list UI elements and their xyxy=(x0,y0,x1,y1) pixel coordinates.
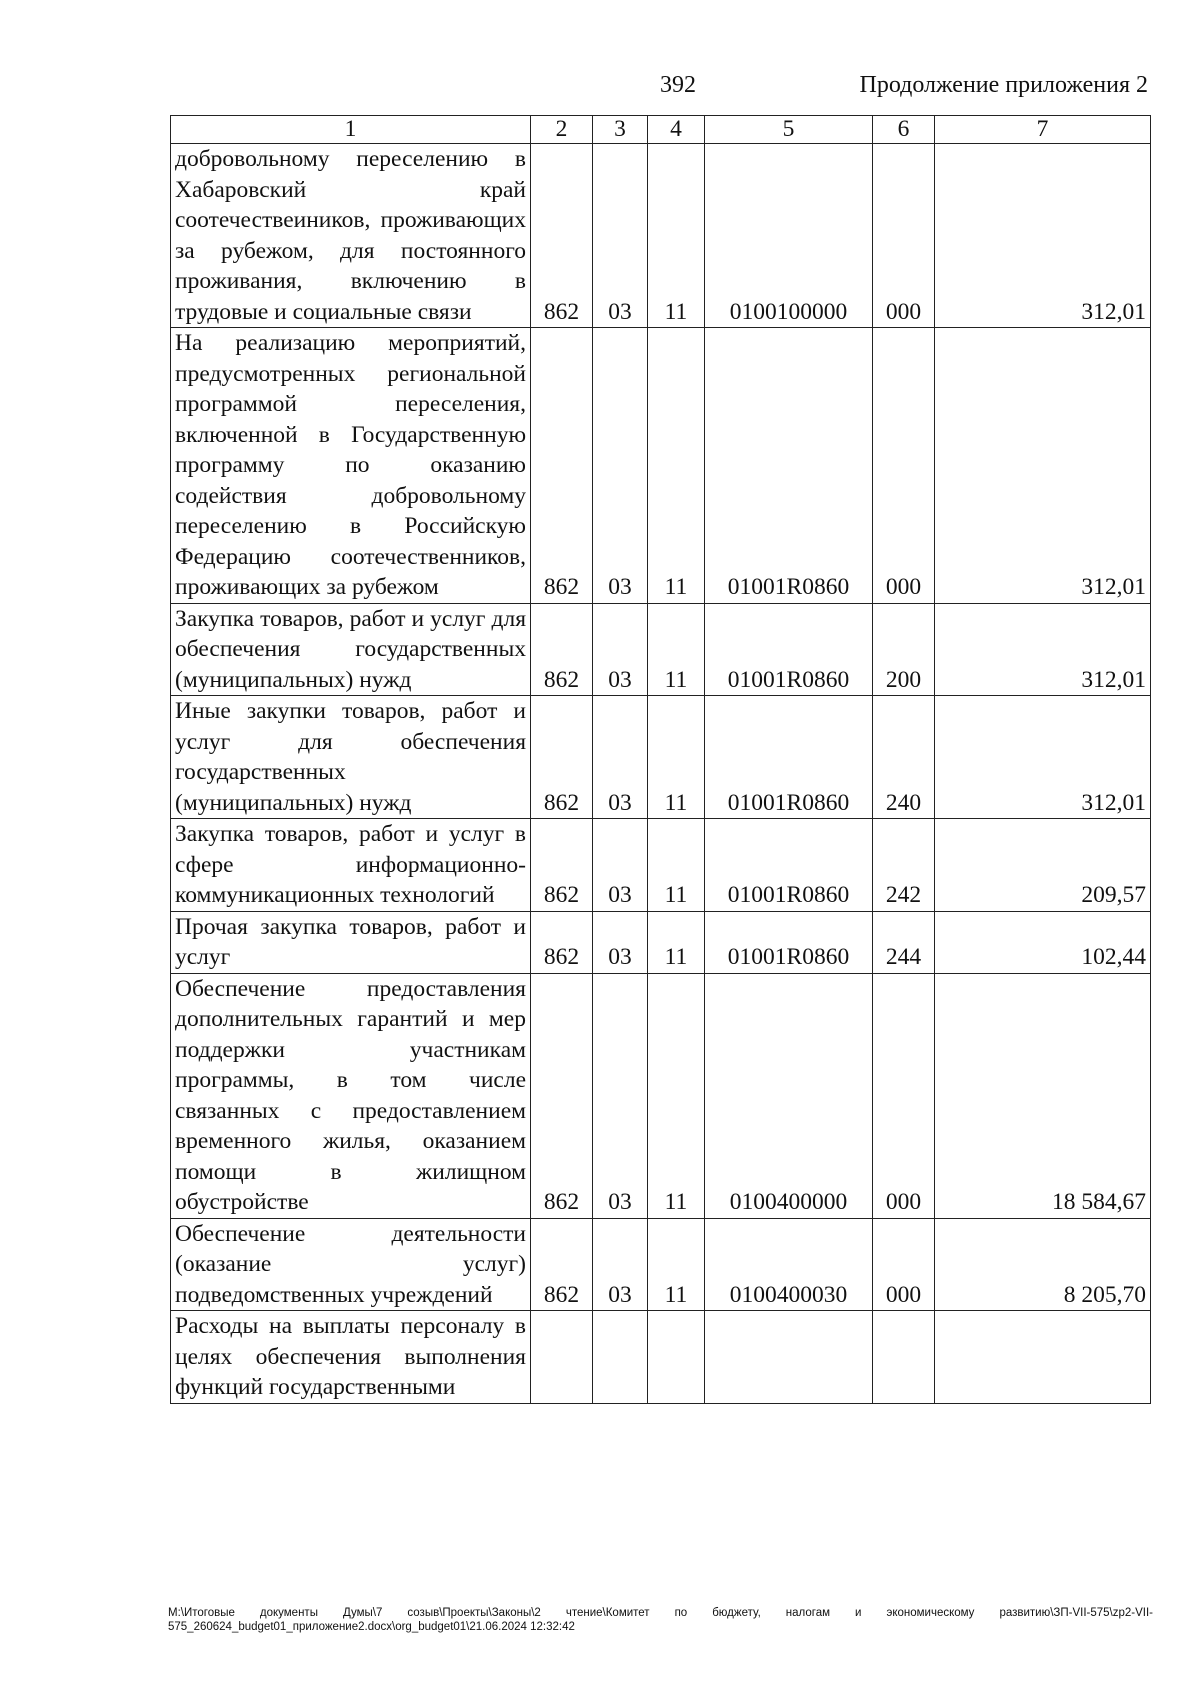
column-header: 7 xyxy=(935,116,1151,144)
table-row xyxy=(171,696,1151,819)
expense-type-code: 242 xyxy=(873,819,935,912)
expense-type-code: 200 xyxy=(873,603,935,696)
expense-type-code: 000 xyxy=(873,144,935,328)
subsection-code xyxy=(648,1311,705,1404)
document-file-path: M:\Итоговые документы Думы\7 созыв\Проекты\Законы\2 чтение\Комитет по бюджету, налогам и экономическому развитию\ЗП-VII-575\zp2-VII-575_260624_budget01_приложение2.docx\org_budget01\21.06.2024 12:32:42 xyxy=(168,1607,1153,1633)
target-article-code: 0100400000 xyxy=(705,973,873,1218)
target-article-code: 0100100000 xyxy=(705,144,873,328)
row-description: На реализацию мероприятий, предусмотренных региональной программой переселения, включенной в Государственную программу по оказанию содействия добровольному переселению в Российскую Федерацию соотечественников, проживающих за рубежом xyxy=(171,328,531,604)
row-description: добровольному переселению в Хабаровский край соотечествеиников, проживающих за рубежом, для постоянного проживания, включению в трудовые и социальные связи xyxy=(171,144,531,328)
subsection-code: 11 xyxy=(648,696,705,819)
table-row xyxy=(171,973,1151,1218)
table-row xyxy=(171,911,1151,973)
section-code: 03 xyxy=(593,819,648,912)
amount: 312,01 xyxy=(935,328,1151,604)
row-description: Обеспечение деятельности (оказание услуг) подведомственных учреждений xyxy=(171,1218,531,1311)
amount: 102,44 xyxy=(935,911,1151,973)
section-code xyxy=(593,1311,648,1404)
section-code: 03 xyxy=(593,144,648,328)
table-row xyxy=(171,144,1151,328)
table-row xyxy=(171,603,1151,696)
column-header: 4 xyxy=(648,116,705,144)
amount: 312,01 xyxy=(935,144,1151,328)
ministry-code: 862 xyxy=(531,1218,593,1311)
section-code: 03 xyxy=(593,911,648,973)
target-article-code: 0100400030 xyxy=(705,1218,873,1311)
section-code: 03 xyxy=(593,603,648,696)
expense-type-code xyxy=(873,1311,935,1404)
row-description: Закупка товаров, работ и услуг в сфере информационно-коммуникационных технологий xyxy=(171,819,531,912)
row-description: Закупка товаров, работ и услуг для обеспечения государственных (муниципальных) нужд xyxy=(171,603,531,696)
expense-type-code: 000 xyxy=(873,973,935,1218)
amount xyxy=(935,1311,1151,1404)
expense-type-code: 240 xyxy=(873,696,935,819)
amount: 312,01 xyxy=(935,696,1151,819)
expense-type-code: 000 xyxy=(873,328,935,604)
ministry-code: 862 xyxy=(531,973,593,1218)
ministry-code xyxy=(531,1311,593,1404)
amount: 8 205,70 xyxy=(935,1218,1151,1311)
page-number: 392 xyxy=(660,72,696,98)
ministry-code: 862 xyxy=(531,603,593,696)
target-article-code: 01001R0860 xyxy=(705,911,873,973)
column-header: 1 xyxy=(171,116,531,144)
row-description: Расходы на выплаты персоналу в целях обеспечения выполнения функций государственными xyxy=(171,1311,531,1404)
column-header: 6 xyxy=(873,116,935,144)
section-code: 03 xyxy=(593,1218,648,1311)
expense-type-code: 000 xyxy=(873,1218,935,1311)
subsection-code: 11 xyxy=(648,819,705,912)
subsection-code: 11 xyxy=(648,144,705,328)
table-row xyxy=(171,328,1151,604)
column-header: 2 xyxy=(531,116,593,144)
ministry-code: 862 xyxy=(531,144,593,328)
subsection-code: 11 xyxy=(648,1218,705,1311)
target-article-code: 01001R0860 xyxy=(705,328,873,604)
row-description: Иные закупки товаров, работ и услуг для обеспечения государственных (муниципальных) нужд xyxy=(171,696,531,819)
subsection-code: 11 xyxy=(648,973,705,1218)
subsection-code: 11 xyxy=(648,911,705,973)
table-row xyxy=(171,819,1151,912)
column-header: 3 xyxy=(593,116,648,144)
amount: 18 584,67 xyxy=(935,973,1151,1218)
continuation-label: Продолжение приложения 2 xyxy=(859,72,1148,98)
target-article-code: 01001R0860 xyxy=(705,603,873,696)
table-header-row xyxy=(171,116,1151,144)
target-article-code xyxy=(705,1311,873,1404)
column-header: 5 xyxy=(705,116,873,144)
ministry-code: 862 xyxy=(531,696,593,819)
row-description: Прочая закупка товаров, работ и услуг xyxy=(171,911,531,973)
target-article-code: 01001R0860 xyxy=(705,696,873,819)
expense-type-code: 244 xyxy=(873,911,935,973)
table-row xyxy=(171,1218,1151,1311)
ministry-code: 862 xyxy=(531,819,593,912)
row-description: Обеспечение предоставления дополнительных гарантий и мер поддержки участникам программы, в том числе связанных с предоставлением временного жилья, оказанием помощи в жилищном обустройстве xyxy=(171,973,531,1218)
section-code: 03 xyxy=(593,696,648,819)
subsection-code: 11 xyxy=(648,328,705,604)
subsection-code: 11 xyxy=(648,603,705,696)
target-article-code: 01001R0860 xyxy=(705,819,873,912)
ministry-code: 862 xyxy=(531,911,593,973)
table-row xyxy=(171,1311,1151,1404)
amount: 209,57 xyxy=(935,819,1151,912)
ministry-code: 862 xyxy=(531,328,593,604)
amount: 312,01 xyxy=(935,603,1151,696)
section-code: 03 xyxy=(593,973,648,1218)
budget-table xyxy=(170,115,1151,1404)
section-code: 03 xyxy=(593,328,648,604)
